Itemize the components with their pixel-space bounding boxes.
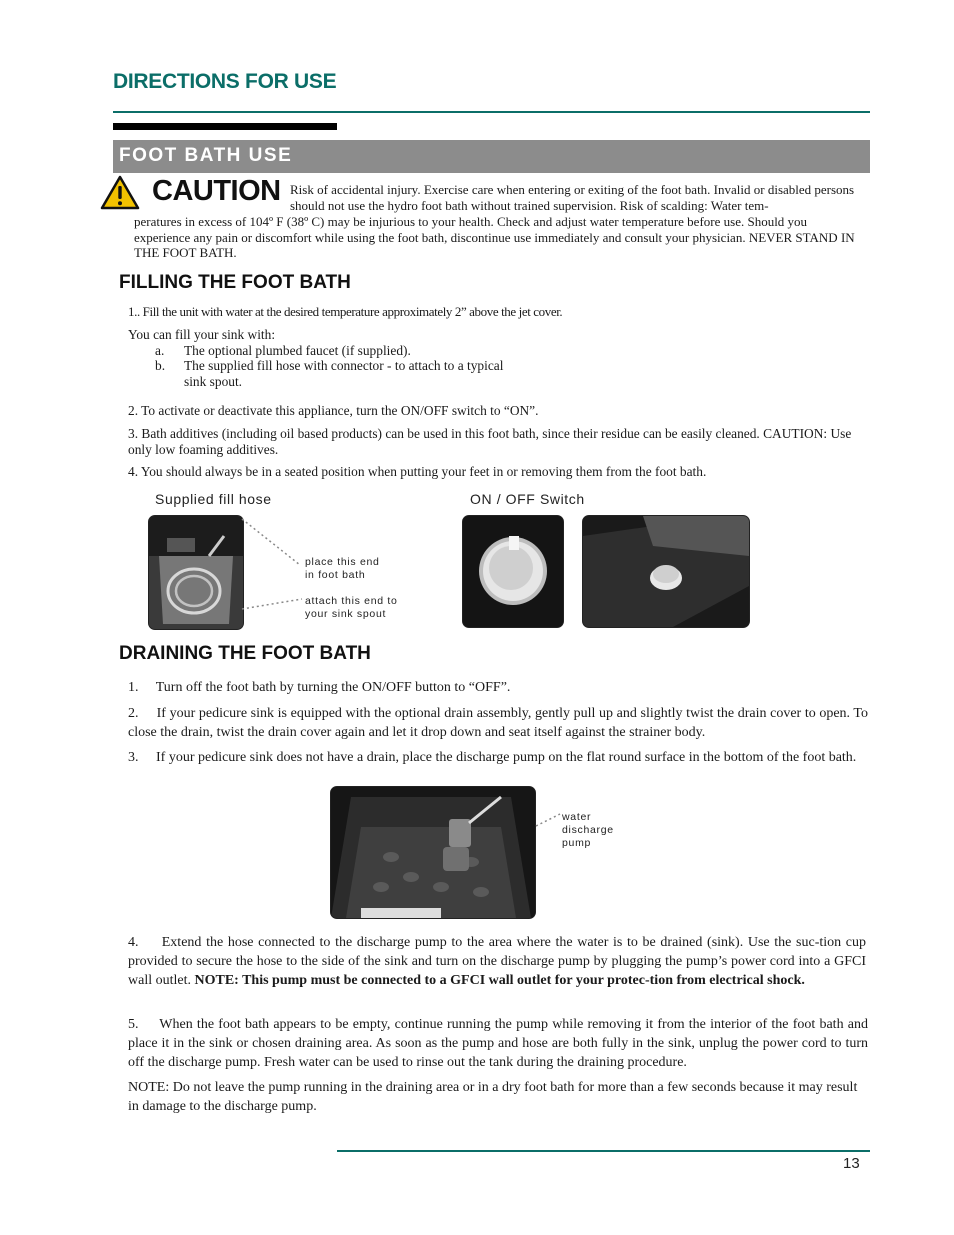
hose-label-1: place this end in foot bath xyxy=(305,556,380,581)
draining-step-2: 2. If your pedicure sink is equipped with the optional drain assembly, gently pull up and slightly twist the drain cover to open. To close the drain, twist the drain cover again and let it drop down and seat itself against the strainer body. xyxy=(128,706,872,740)
pump-label: water discharge pump xyxy=(562,811,614,849)
fill-option-a-letter: a. xyxy=(155,343,165,358)
filling-step-4: 4. You should always be in a seated position when putting your feet in or removing them from the foot bath. xyxy=(128,464,707,479)
fill-intro: You can fill your sink with: xyxy=(128,327,276,342)
banner-title: FOOT BATH USE xyxy=(119,145,293,166)
page-section-title: DIRECTIONS FOR USE xyxy=(113,70,337,93)
section-banner xyxy=(113,140,870,173)
hose-callout-lines xyxy=(240,515,310,615)
draining-step-4-text: 4. Extend the hose connected to the discharge pump to the area where the water is to be drained (sink). Use the suc-tion cup provided to secure the hose to the side of the sink and turn on the discharge pump by plugging the pump’s power cord into a GFCI wall outlet. xyxy=(128,935,870,988)
caution-text-1: Risk of accidental injury. Exercise care when entering or exiting of the foot bath. Invalid or disabled persons should not use the hydro foot bath without trained supervision. Risk of scalding: Water tem- xyxy=(290,182,855,213)
draining-step-5: 5. When the foot bath appears to be empty, continue running the pump while removing it from the interior of the foot bath and place it in the sink or chosen draining area. As soon as the pump and hose are both fully in the sink, unplug the power cord to turn off the discharge pump. Fresh water can be used to rinse out the tank during the draining procedure. xyxy=(128,1017,872,1070)
filling-heading: FILLING THE FOOT BATH xyxy=(119,272,351,293)
filling-step-3: 3. Bath additives (including oil based products) can be used in this foot bath, since their residue can be easily cleaned. CAUTION: Use only low foaming additives. xyxy=(128,426,852,457)
draining-step-4-note: NOTE: This pump must be connected to a GFCI wall outlet for your protec-tion from electrical shock. xyxy=(194,973,805,988)
header-rule xyxy=(113,111,870,113)
draining-step-1: 1. Turn off the foot bath by turning the ON/OFF button to “OFF”. xyxy=(128,680,511,695)
draining-step-3: 3. If your pedicure sink does not have a drain, place the discharge pump on the flat round surface in the bottom of the foot bath. xyxy=(128,750,857,765)
draining-note: NOTE: Do not leave the pump running in the draining area or in a dry foot bath for more than a few seconds because it may result in damage to the discharge pump. xyxy=(128,1080,858,1114)
draining-step-4 xyxy=(128,933,870,990)
switch-closeup-photo xyxy=(462,515,564,628)
discharge-pump-photo xyxy=(330,786,536,919)
filling-step-2: 2. To activate or deactivate this appliance, turn the ON/OFF switch to “ON”. xyxy=(128,403,539,418)
page-number: 13 xyxy=(843,1155,860,1172)
fill-option-b: The supplied fill hose with connector - to attach to a typical sink spout. xyxy=(184,358,504,389)
warning-triangle-icon xyxy=(100,175,140,211)
fill-option-a: The optional plumbed faucet (if supplied). xyxy=(184,343,411,358)
hose-caption: Supplied fill hose xyxy=(155,491,272,507)
footer-rule xyxy=(337,1150,870,1152)
fill-option-b-letter: b. xyxy=(155,358,166,373)
draining-heading: DRAINING THE FOOT BATH xyxy=(119,643,371,664)
caution-heading: CAUTION xyxy=(152,175,281,207)
switch-on-sink-photo xyxy=(582,515,750,628)
fill-hose-photo xyxy=(148,515,244,630)
header-black-bar xyxy=(113,123,337,130)
filling-step-1: 1.. Fill the unit with water at the desired temperature approximately 2” above the jet cover. xyxy=(128,304,563,319)
hose-label-2: attach this end to your sink spout xyxy=(305,595,398,620)
switch-caption: ON / OFF Switch xyxy=(470,491,585,507)
pump-callout-line xyxy=(534,810,564,830)
caution-text-2: peratures in excess of 104º F (38º C) may be injurious to your health. Check and adjust water temperature before use. Should you experience any pain or discomfort while using the foot bath, discontinue use immediately and consult your physician. NEVER STAND IN THE FOOT BATH. xyxy=(134,214,855,260)
